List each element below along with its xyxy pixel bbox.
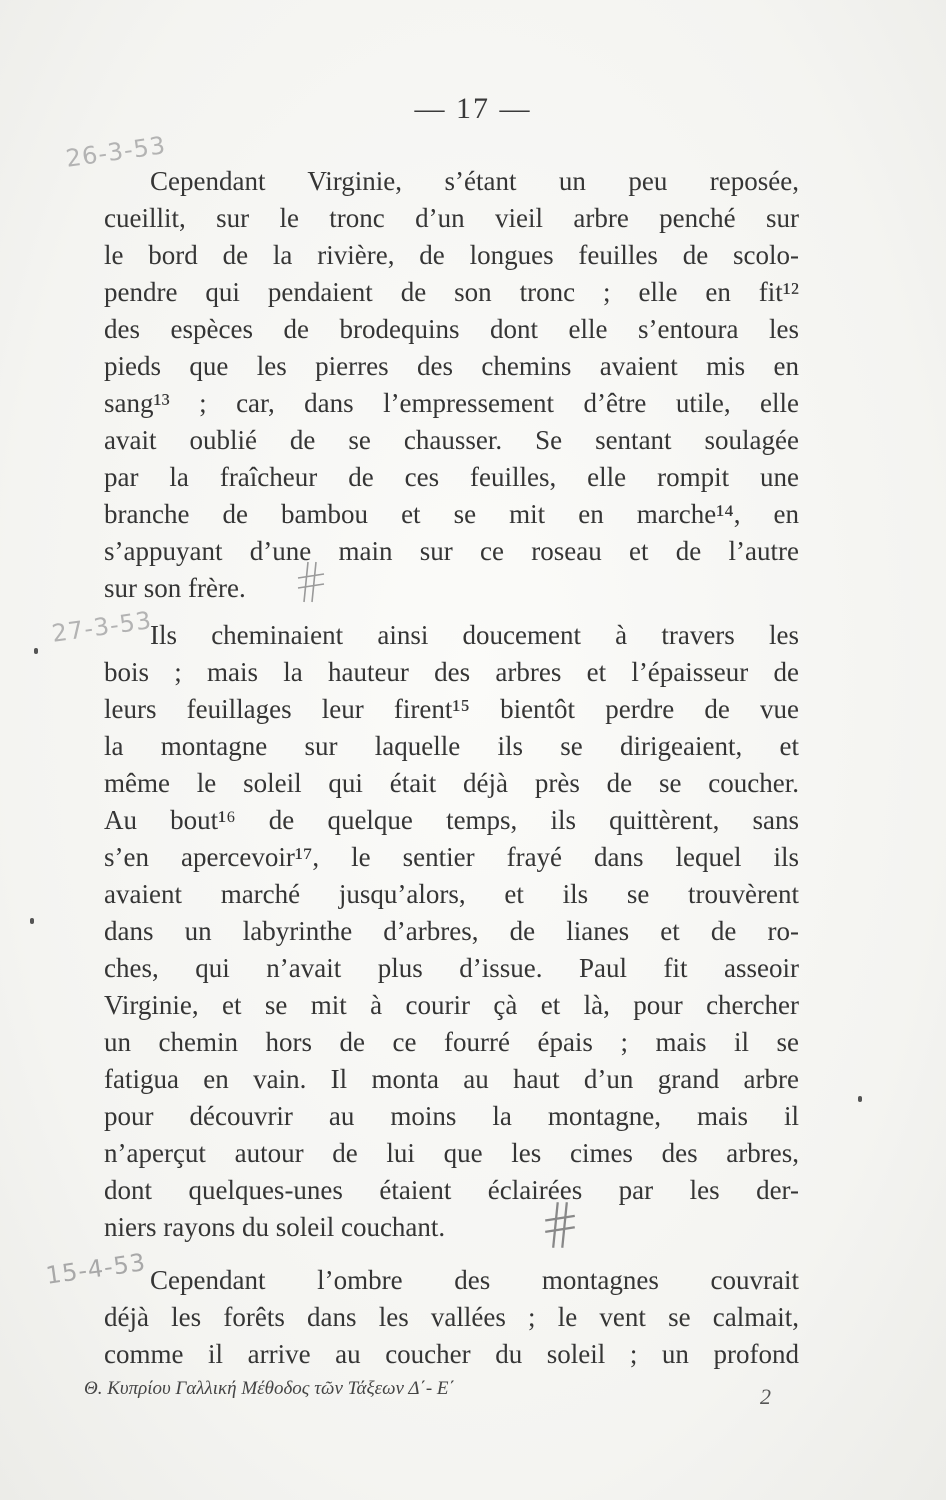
text-line: niers rayons du soleil couchant. [104,1212,446,1242]
signature-mark: 2 [760,1384,771,1409]
text-line: cueillit, sur le tronc d’un vieil arbre penché sur [104,203,799,233]
margin-note-date: 26-3-53 [64,131,168,173]
text-line: branche de bambou et se mit en marche¹⁴, en [104,499,799,529]
text-line: déjà les forêts dans les vallées ; le vent se calmait, [104,1302,799,1332]
margin-speck [30,918,34,924]
text-line: Cependant l’ombre des montagnes couvrait [150,1265,799,1295]
margin-note-date: 27-3-53 [50,606,154,648]
text-line: sur son frère. [104,573,246,603]
text-line: le bord de la rivière, de longues feuilles de scolo- [104,240,799,270]
margin-note-date: 15-4-53 [44,1248,148,1290]
text-line: bois ; mais la hauteur des arbres et l’épaisseur de [104,657,799,687]
margin-speck [858,1096,862,1102]
text-line: n’aperçut autour de lui que les cimes des arbres, [104,1138,799,1168]
text-line: s’appuyant d’une main sur ce roseau et de l’autre [104,536,799,566]
text-line: pendre qui pendaient de son tronc ; elle en fit¹² [104,277,799,307]
text-line: leurs feuillages leur firent¹⁵ bientôt perdre de vue [104,694,799,724]
text-line: comme il arrive au coucher du soleil ; un profond [104,1339,799,1369]
text-line: pieds que les pierres des chemins avaient mis en [104,351,799,381]
text-line: dont quelques-unes étaient éclairées par les der- [104,1175,799,1205]
text-line: Virginie, et se mit à courir çà et là, pour chercher [104,990,799,1020]
text-line: un chemin hors de ce fourré épais ; mais il se [104,1027,799,1057]
text-line: fatigua en vain. Il monta au haut d’un grand arbre [104,1064,799,1094]
text-line: avait oublié de se chausser. Se sentant soulagée [104,425,799,455]
text-line: pour découvrir au moins la montagne, mais il [104,1101,799,1131]
text-line: s’en apercevoir¹⁷, le sentier frayé dans lequel ils [104,842,799,872]
text-line: ches, qui n’avait plus d’issue. Paul fit asseoir [104,953,799,983]
text-line: avaient marché jusqu’alors, et ils se trouvèrent [104,879,799,909]
text-line: des espèces de brodequins dont elle s’entoura les [104,314,799,344]
text-line: même le soleil qui était déjà près de se coucher. [104,768,799,798]
text-line: sang¹³ ; car, dans l’empressement d’être utile, elle [104,388,799,418]
text-line: Ils cheminaient ainsi doucement à travers les [150,620,799,650]
text-line: Cependant Virginie, s’étant un peu reposée, [150,166,799,196]
pencil-hash-mark-icon [296,560,326,604]
footer-title: Θ. Κυπρίου Γαλλική Μέθοδος τῶν Τάξεων Δ΄- Ε΄ [84,1378,455,1399]
text-line: dans un labyrinthe d’arbres, de lianes et de ro- [104,916,799,946]
text-line: la montagne sur laquelle ils se dirigeaient, et [104,731,799,761]
margin-speck [34,648,38,654]
text-line: par la fraîcheur de ces feuilles, elle rompit une [104,462,799,492]
page-number: — 17 — [414,92,532,125]
pencil-hash-mark-icon [542,1200,578,1250]
text-line: Au bout¹⁶ de quelque temps, ils quittèrent, sans [104,805,799,835]
